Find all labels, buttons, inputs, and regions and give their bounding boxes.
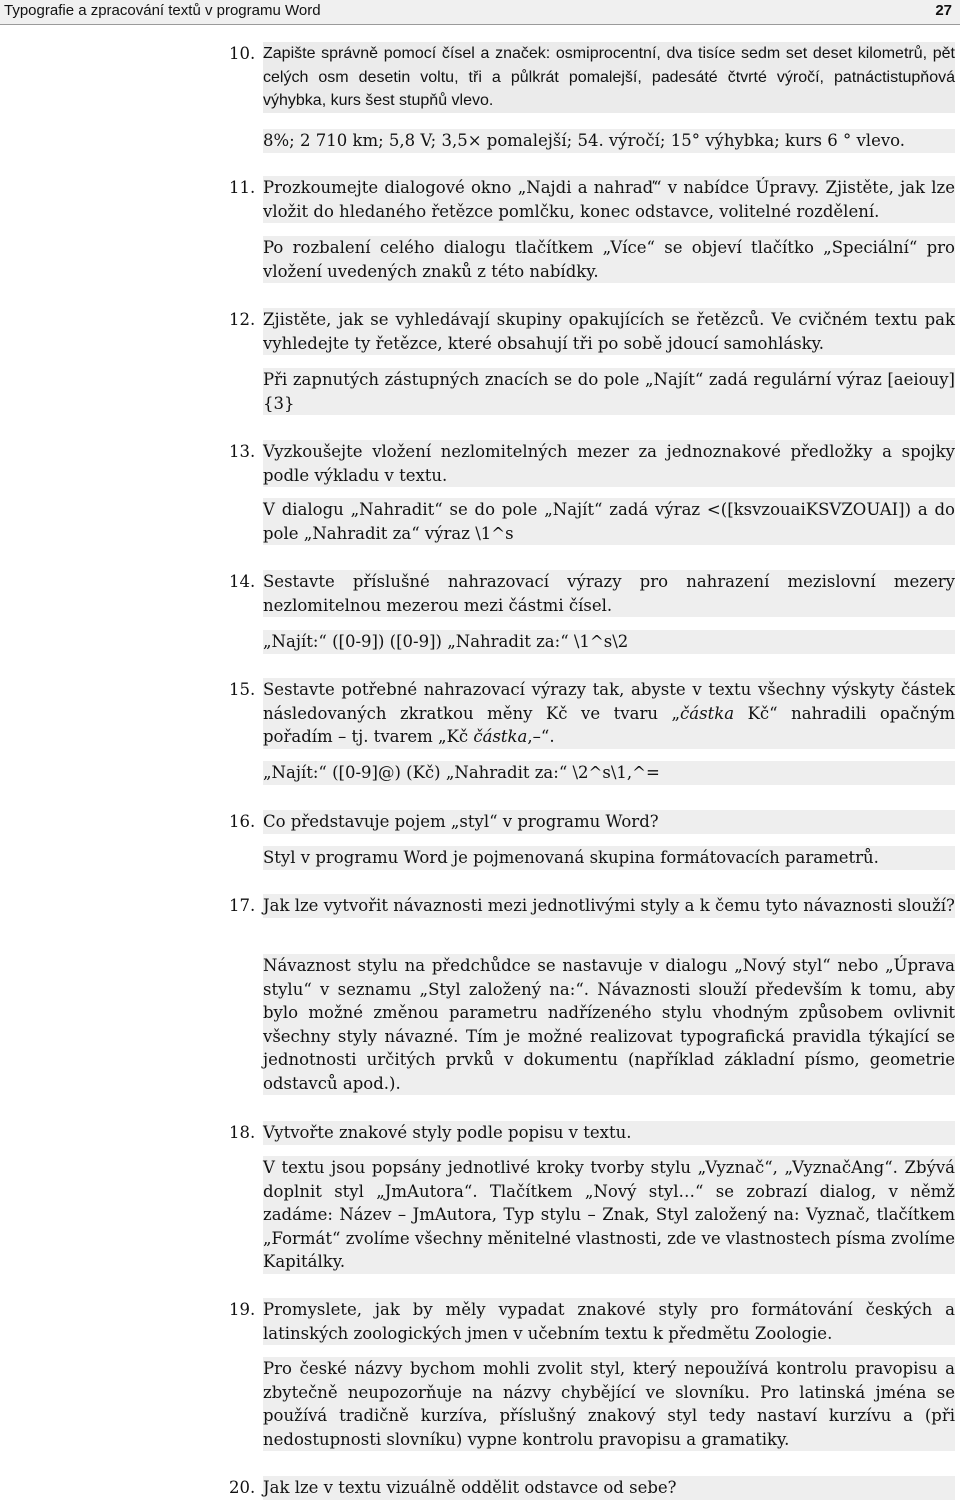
exercise-answer: V textu jsou popsány jednotlivé kroky tvorby stylu „Vyznač“, „VyznačAng“. Zbývá doplnit styl „JmAutora“. Tlačítkem „Nový styl…“ se zobrazí dialog, v němž zadáme: Název – JmAutora, Typ stylu – Znak, Styl založený na: Vyznač, tlačítkem „Formát“ zvolíme všechny měnitelné vlastnosti, zde ve vlastnostech písma zvolíme Kapitálky. [263,1156,955,1274]
exercise-number: 17. [229,896,256,915]
exercise-number: 19. [229,1300,256,1319]
exercise-answer: Po rozbalení celého dialogu tlačítkem „Více“ se objeví tlačítko „Speciální“ pro vložení uvedených znaků z této nabídky. [263,236,955,283]
exercise-question: Prozkoumejte dialogové okno „Najdi a nahraď“ v nabídce Úpravy. Zjistěte, jak lze vložit do hledaného řetězce pomlčku, konec odstavce, volitelné rozdělení. [263,176,955,223]
exercise-question: Sestavte potřebné nahrazovací výrazy tak, abyste v textu všechny výskyty částek následovaných zkratkou měny Kč ve tvaru „částka Kč“ nahradili opačným pořadím – tj. tvarem „Kč částka,–“. [263,678,955,749]
exercise-number: 13. [229,442,256,461]
exercise-question: Co představuje pojem „styl“ v programu Word? [263,810,955,834]
exercise-question: Vytvořte znakové styly podle popisu v textu. [263,1121,955,1145]
exercise-number: 16. [229,812,256,831]
exercise-question: Vyzkoušejte vložení nezlomitelných mezer za jednoznakové předložky a spojky podle výkladu v textu. [263,440,955,487]
exercise-question: Promyslete, jak by měly vypadat znakové styly pro formátování českých a latinských zoologických jmen v učebním textu k předmětu Zoologie. [263,1298,955,1345]
exercise-number: 12. [229,310,256,329]
italic-amount: částka [680,703,735,723]
exercise-answer: V dialogu „Nahradit“ se do pole „Najít“ zadá výraz <([ksvzouaiKSVZOUAI]) a do pole „Nahradit za“ výraz \1^s [263,498,955,545]
exercise-answer: Při zapnutých zástupných znacích se do pole „Najít“ zadá regulární výraz [aeiouy]{3} [263,368,955,415]
exercise-answer: Návaznost stylu na předchůdce se nastavuje v dialogu „Nový styl“ nebo „Úprava stylu“ v seznamu „Styl založený na:“. Návaznosti slouží především k tomu, aby bylo možné změnou parametru nadřízeného stylu vhodným způsobem ovlivnit všechny styly návazné. Tím je možné realizovat typografická pravidla týkající se jednotnosti určitých prvků v dokumentu (například základní písmo, geometrie odstavců apod.). [263,954,955,1095]
exercise-answer: 8%; 2 710 km; 5,8 V; 3,5× pomalejší; 54. výročí; 15° výhybka; kurs 6 ° vlevo. [263,129,955,153]
exercise-answer: Pro české názvy bychom mohli zvolit styl, který nepoužívá kontrolu pravopisu a zbytečně neupozorňuje na názvy chybějící ve slovníku. Pro latinská jména se používá tradičně kurzíva, příslušný znakový styl tedy nastaví kurzívu a (při nedostupnosti slovníku) vypne kontrolu pravopisu a gramatiky. [263,1357,955,1451]
exercise-question: Zapište správně pomocí čísel a značek: osmiprocentní, dva tisíce sedm set deset kilometrů, pět celých osm desetin voltu, tři a půlkrát pomalejší, padesáté čtvrté výročí, patnáctistupňová výhybka, kurs šest stupňů vlevo. [263,42,955,113]
exercise-number: 11. [229,178,256,197]
exercise-number: 20. [229,1478,256,1497]
exercise-question: Jak lze v textu vizuálně oddělit odstavce od sebe? [263,1476,955,1500]
exercise-question: Zjistěte, jak se vyhledávají skupiny opakujících se řetězců. Ve cvičném textu pak vyhledejte ty řetězce, které obsahují tři po sobě jdoucí samohlásky. [263,308,955,355]
exercise-answer: „Najít:“ ([0-9]) ([0-9]) „Nahradit za:“ \1^s\2 [263,630,955,654]
exercise-answer: „Najít:“ ([0-9]@) (Kč) „Nahradit za:“ \2^s\1,^= [263,761,955,785]
page-header [0,0,960,25]
header-title: Typografie a zpracování textů v programu Word [4,2,321,19]
page-number: 27 [935,2,952,19]
exercise-question: Jak lze vytvořit návaznosti mezi jednotlivými styly a k čemu tyto návaznosti slouží? [263,894,955,918]
italic-amount: částka [473,727,528,746]
exercise-number: 15. [229,680,256,699]
exercise-number: 10. [229,44,256,63]
exercise-number: 18. [229,1123,256,1142]
exercise-question: Sestavte příslušné nahrazovací výrazy pro nahrazení mezislovní mezery nezlomitelnou mezerou mezi částmi čísel. [263,570,955,617]
exercise-number: 14. [229,572,256,591]
exercise-answer: Styl v programu Word je pojmenovaná skupina formátovacích parametrů. [263,846,955,870]
